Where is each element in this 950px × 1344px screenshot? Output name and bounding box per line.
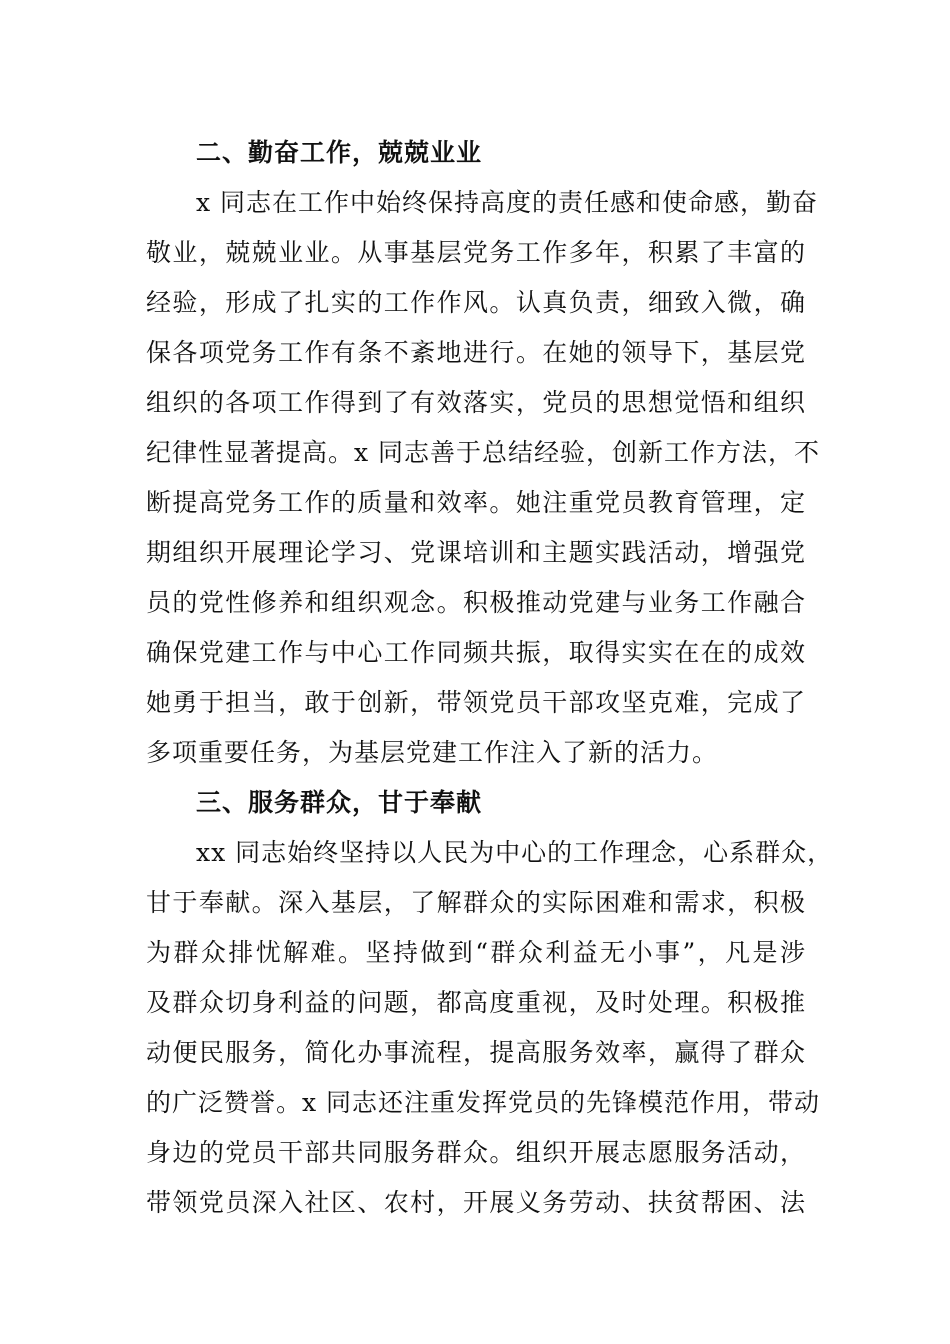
paragraph-line: 断提高党务工作的质量和效率。她注重党员教育管理，定 — [146, 488, 806, 517]
paragraph-line: 甘于奉献。深入基层，了解群众的实际困难和需求，积极 — [146, 888, 806, 917]
paragraph-line: 她勇于担当，敢于创新，带领党员干部攻坚克难，完成了 — [146, 688, 806, 717]
paragraph-line: 保各项党务工作有条不紊地进行。在她的领导下，基层党 — [146, 338, 806, 367]
paragraph-line: xx 同志始终坚持以人民为中心的工作理念，心系群众， — [196, 838, 834, 867]
document-body — [146, 128, 834, 1228]
paragraph-line: 带领党员深入社区、农村，开展义务劳动、扶贫帮困、法 — [146, 1188, 806, 1217]
section-heading-3: 三、服务群众，甘于奉献 — [196, 788, 483, 817]
paragraph-line: 期组织开展理论学习、党课培训和主题实践活动，增强党 — [146, 538, 806, 567]
paragraph-line: 身边的党员干部共同服务群众。组织开展志愿服务活动， — [146, 1138, 806, 1167]
paragraph-line: x 同志在工作中始终保持高度的责任感和使命感，勤奋 — [196, 188, 819, 217]
paragraph-line: 员的党性修养和组织观念。积极推动党建与业务工作融合 — [146, 588, 806, 617]
paragraph-line: 动便民服务，简化办事流程，提高服务效率，赢得了群众 — [146, 1038, 806, 1067]
paragraph-line: 确保党建工作与中心工作同频共振，取得实实在在的成效 — [146, 638, 806, 667]
paragraph-line: 多项重要任务，为基层党建工作注入了新的活力。 — [146, 738, 719, 767]
paragraph-line: 及群众切身利益的问题，都高度重视，及时处理。积极推 — [146, 988, 806, 1017]
paragraph-line: 为群众排忧解难。坚持做到“群众利益无小事”，凡是涉 — [146, 938, 806, 967]
paragraph-line: 的广泛赞誉。x 同志还注重发挥党员的先锋模范作用，带动 — [146, 1088, 821, 1117]
section-heading-2: 二、勤奋工作，兢兢业业 — [196, 138, 483, 167]
paragraph-line: 组织的各项工作得到了有效落实，党员的思想觉悟和组织 — [146, 388, 806, 417]
paragraph-line: 敬业，兢兢业业。从事基层党务工作多年，积累了丰富的 — [146, 238, 806, 267]
paragraph-line: 经验，形成了扎实的工作作风。认真负责，细致入微，确 — [146, 288, 806, 317]
paragraph-line: 纪律性显著提高。x 同志善于总结经验，创新工作方法，不 — [146, 438, 821, 467]
